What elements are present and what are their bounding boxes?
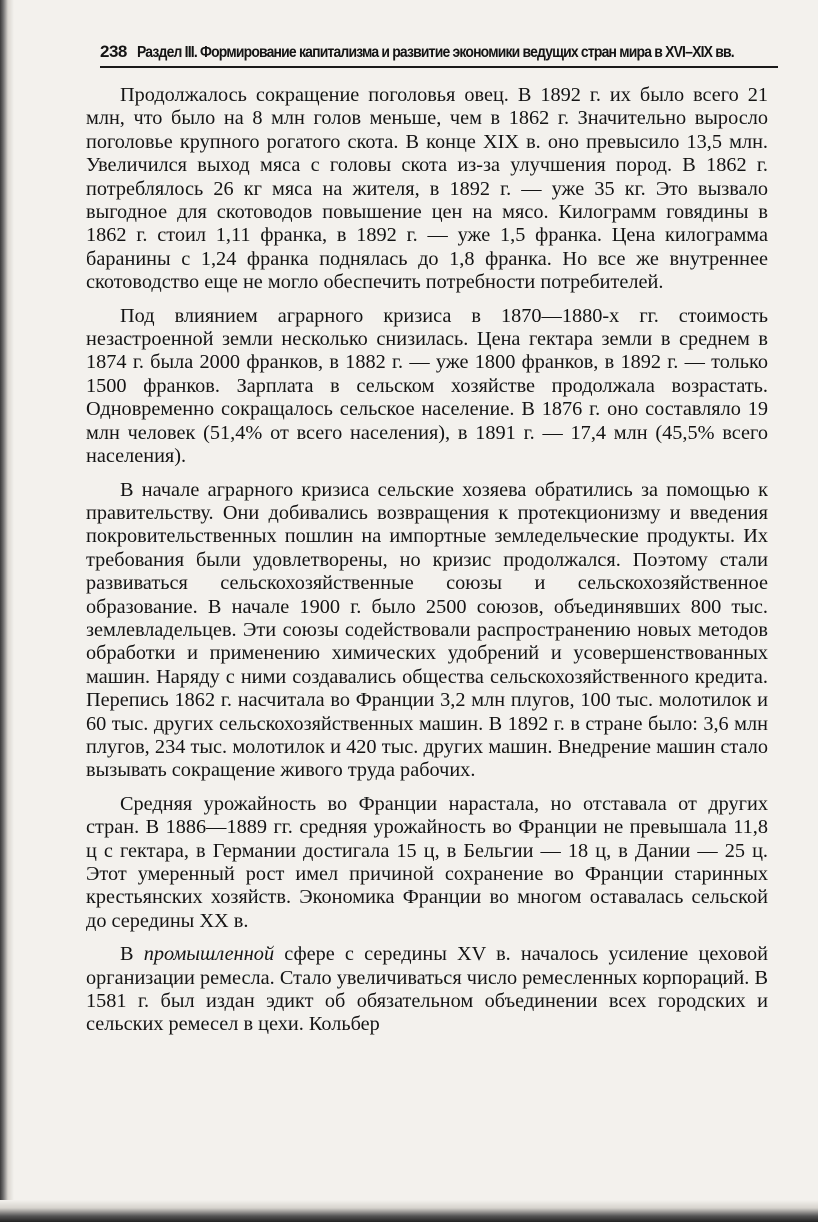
paragraph-industry-italic: промышленной xyxy=(143,943,275,966)
paragraph-industry xyxy=(86,943,768,1037)
paragraph-crop-yield: Средняя урожайность во Франции нарастала, но отставала от других стран. В 1886—1889 гг. средняя урожайность во Франции не превышала 11,8 ц с гектара, в Германии достигала 15 ц, в Бельгии — 18 ц, в Дании — 25 ц. Этот умеренный рост имел причиной сохранение во Франции старинных крестьянских хозяйств. Экономика Франции во многом оставалась сельской до середины XX в. xyxy=(86,792,768,932)
paragraph-industry-text: сфере с середины XV в. началось усиление цеховой организации ремесла. Стало увеличиваться число ремесленных корпораций. В 1581 г. был издан эдикт об обязательном объединении всех городских и сельских ремесел в цехи. Кольбер xyxy=(86,943,768,1036)
paragraph-industry-lead: В xyxy=(120,943,144,966)
paragraph-land-prices: Под влиянием аграрного кризиса в 1870—1880-х гг. стоимость незастроенной земли несколько снизилась. Цена гектара земли в среднем в 1874 г. была 2000 франков, в 1882 г. — уже 1800 франков, в 1892 г. — только 1500 франков. Зарплата в сельском хозяйстве продолжала возрастать. Одновременно сокращалось сельское население. В 1876 г. оно составляло 19 млн человек (51,4% от всего населения), в 1891 г. — 17,4 млн (45,5% всего населения). xyxy=(86,304,768,468)
page-number: 238 xyxy=(100,42,127,61)
body-text xyxy=(86,84,768,1037)
paragraph-sheep-cattle: Продолжалось сокращение поголовья овец. В 1892 г. их было всего 21 млн, что было на 8 млн голов меньше, чем в 1862 г. Значительно выросло поголовье крупного рогатого скота. В конце XIX в. оно превысило 13,5 млн. Увеличился выход мяса с головы скота из-за улучшения пород. В 1862 г. потреблялось 26 кг мяса на жителя, в 1892 г. — уже 35 кг. Это вызвало выгодное для скотоводов повышение цен на мясо. Килограмм говядины в 1862 г. стоил 1,11 франка, в 1892 г. — уже 1,5 франка. Цена килограмма баранины с 1,24 франка поднялась до 1,8 франка. Но все же внутреннее скотоводство еще не могло обеспечить потребности потребителей. xyxy=(86,84,768,294)
paragraph-agrarian-crisis: В начале аграрного кризиса сельские хозяева обратились за помощью к правительству. Они добивались возвращения к протекционизму и введения покровительственных пошлин на импортные земледельческие продукты. Их требования были удовлетворены, но кризис продолжался. Поэтому стали развиваться сельскохозяйственные союзы и сельскохозяйственное образование. В начале 1900 г. было 2500 союзов, объединявших 800 тыс. землевладельцев. Эти союзы содействовали распространению новых методов обработки и применению химических удобрений и усовершенствованных машин. Наряду с ними создавались общества сельскохозяйственного кредита. Перепись 1862 г. насчитала во Франции 3,2 млн плугов, 100 тыс. молотилок и 60 тыс. других сельскохозяйственных машин. В 1892 г. в стране было: 3,6 млн плугов, 234 тыс. молотилок и 420 тыс. других машин. Внедрение машин стало вызывать сокращение живого труда рабочих. xyxy=(86,478,768,782)
page-header xyxy=(100,36,778,68)
scan-left-shadow xyxy=(0,0,14,1222)
running-head: Раздел III. Формирование капитализма и развитие экономики ведущих стран мира в XVI–XIX вв. xyxy=(136,44,734,61)
scan-bottom-shadow xyxy=(0,1200,818,1222)
